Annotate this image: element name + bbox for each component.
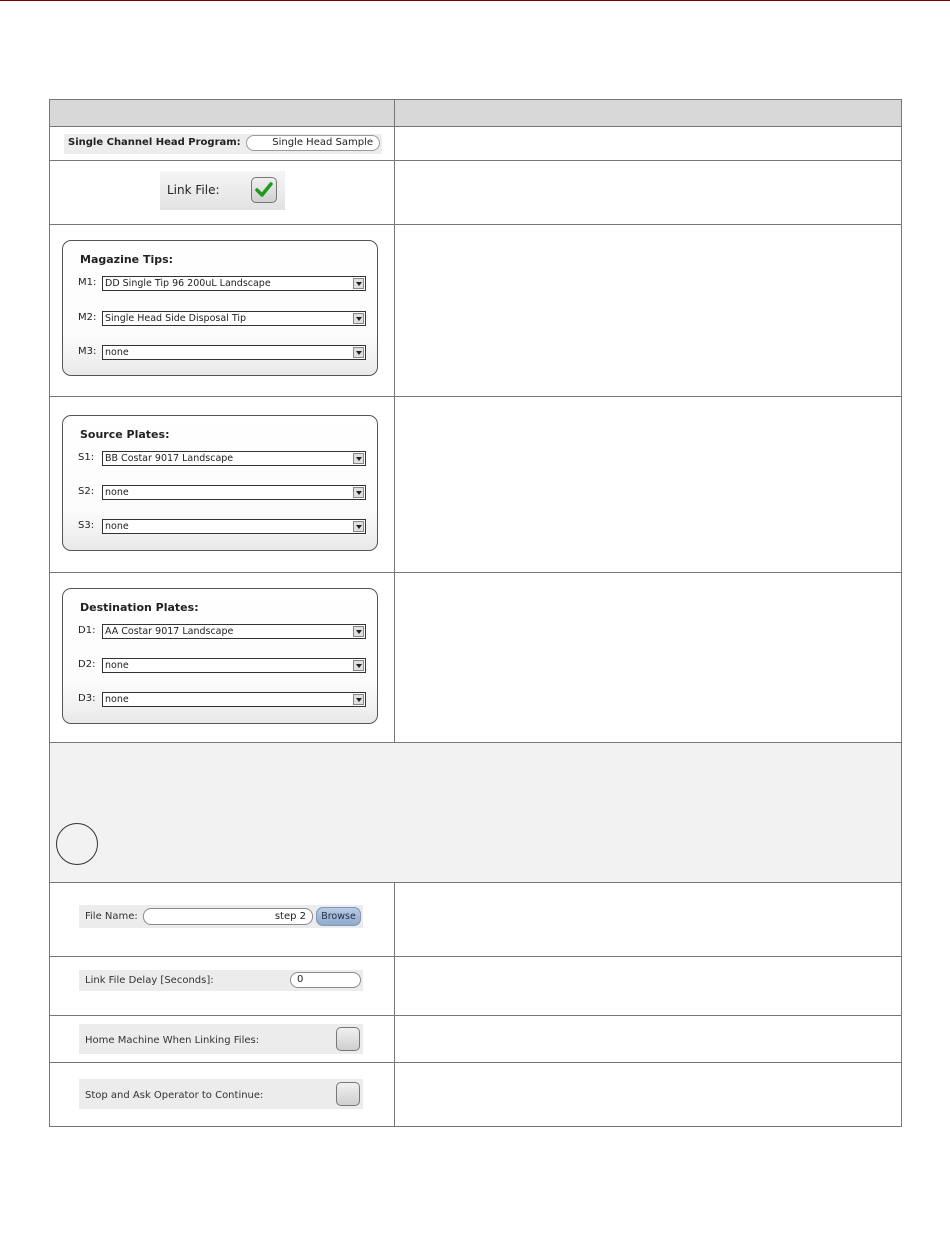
select-value: DD Single Tip 96 200uL Landscape xyxy=(105,278,271,289)
green-checkmark-icon xyxy=(254,180,274,200)
description-cell xyxy=(395,127,902,161)
select-value: none xyxy=(105,694,129,705)
dropdown-arrow-icon[interactable] xyxy=(353,694,364,705)
magazine-tips-cell xyxy=(50,225,395,397)
description-cell xyxy=(395,397,902,573)
program-cell xyxy=(50,127,395,161)
link-file-label: Link File: xyxy=(167,183,220,197)
table-row xyxy=(50,225,902,397)
stop-ask-control xyxy=(79,1079,363,1109)
dropdown-arrow-icon[interactable] xyxy=(353,313,364,324)
table-row xyxy=(50,957,902,1016)
dropdown-arrow-icon[interactable] xyxy=(353,660,364,671)
select-value: none xyxy=(105,521,129,532)
description-cell xyxy=(395,1016,902,1063)
link-file-delay-control xyxy=(79,970,363,991)
destination-row-d2 xyxy=(78,658,368,674)
source-plates-group xyxy=(62,415,378,551)
dropdown-arrow-icon[interactable] xyxy=(353,626,364,637)
note-row xyxy=(50,743,902,883)
m3-select[interactable] xyxy=(102,345,366,360)
link-file-cell xyxy=(50,161,395,225)
stop-ask-label: Stop and Ask Operator to Continue: xyxy=(85,1090,264,1101)
row-key: S1: xyxy=(78,452,95,463)
description-cell xyxy=(395,1063,902,1127)
destination-row-d3 xyxy=(78,692,368,708)
dropdown-arrow-icon[interactable] xyxy=(353,453,364,464)
magazine-row-m1 xyxy=(78,276,368,292)
source-row-s1 xyxy=(78,451,368,467)
single-channel-head-program xyxy=(64,134,382,154)
magazine-row-m2 xyxy=(78,311,368,327)
m1-select[interactable] xyxy=(102,276,366,291)
circle-icon xyxy=(56,823,98,865)
destination-row-d1 xyxy=(78,624,368,640)
magazine-tips-group xyxy=(62,240,378,376)
file-name-control xyxy=(79,905,363,928)
select-value: none xyxy=(105,660,129,671)
select-value: BB Costar 9017 Landscape xyxy=(105,453,234,464)
magazine-tips-title: Magazine Tips: xyxy=(80,253,174,266)
header-cell-description xyxy=(395,100,902,127)
top-rule xyxy=(0,0,950,1)
link-file-control xyxy=(160,171,285,210)
row-key: S2: xyxy=(78,486,95,497)
destination-plates-group xyxy=(62,588,378,724)
stop-ask-checkbox[interactable] xyxy=(336,1082,360,1106)
magazine-row-m3 xyxy=(78,345,368,361)
s2-select[interactable] xyxy=(102,485,366,500)
link-delay-cell xyxy=(50,957,395,1016)
stop-ask-cell xyxy=(50,1063,395,1127)
home-machine-control xyxy=(79,1024,363,1054)
file-name-input[interactable]: step 2 xyxy=(143,908,313,925)
source-row-s3 xyxy=(78,519,368,535)
source-plates-cell xyxy=(50,397,395,573)
s3-select[interactable] xyxy=(102,519,366,534)
m2-select[interactable] xyxy=(102,311,366,326)
table-row xyxy=(50,397,902,573)
row-key: D1: xyxy=(78,625,96,636)
table-header-row xyxy=(50,100,902,127)
select-value: none xyxy=(105,347,129,358)
link-file-checkbox[interactable] xyxy=(251,177,277,203)
table-row xyxy=(50,1063,902,1127)
d2-select[interactable] xyxy=(102,658,366,673)
select-value: none xyxy=(105,487,129,498)
destination-plates-title: Destination Plates: xyxy=(80,601,199,614)
destination-plates-cell xyxy=(50,573,395,743)
table-row xyxy=(50,883,902,957)
row-key: D2: xyxy=(78,659,96,670)
select-value: Single Head Side Disposal Tip xyxy=(105,313,247,324)
note-cell xyxy=(50,743,902,883)
description-cell xyxy=(395,957,902,1016)
header-cell-setting xyxy=(50,100,395,127)
home-machine-cell xyxy=(50,1016,395,1063)
select-value: AA Costar 9017 Landscape xyxy=(105,626,234,637)
source-row-s2 xyxy=(78,485,368,501)
dropdown-arrow-icon[interactable] xyxy=(353,487,364,498)
home-machine-checkbox[interactable] xyxy=(336,1027,360,1051)
file-name-cell xyxy=(50,883,395,957)
settings-table xyxy=(49,99,902,1127)
description-cell xyxy=(395,573,902,743)
row-key: M2: xyxy=(78,312,97,323)
dropdown-arrow-icon[interactable] xyxy=(353,347,364,358)
source-plates-title: Source Plates: xyxy=(80,428,170,441)
d3-select[interactable] xyxy=(102,692,366,707)
row-key: D3: xyxy=(78,693,96,704)
home-machine-label: Home Machine When Linking Files: xyxy=(85,1035,260,1046)
table-row xyxy=(50,1016,902,1063)
dropdown-arrow-icon[interactable] xyxy=(353,278,364,289)
browse-button[interactable]: Browse xyxy=(316,907,361,926)
table-row xyxy=(50,573,902,743)
link-file-delay-label: Link File Delay [Seconds]: xyxy=(85,975,214,986)
row-key: S3: xyxy=(78,520,95,531)
dropdown-arrow-icon[interactable] xyxy=(353,521,364,532)
row-key: M1: xyxy=(78,277,97,288)
description-cell xyxy=(395,883,902,957)
s1-select[interactable] xyxy=(102,451,366,466)
description-cell xyxy=(395,161,902,225)
program-select[interactable]: Single Head Sample xyxy=(246,135,380,151)
program-label: Single Channel Head Program: xyxy=(68,137,241,148)
table-row xyxy=(50,161,902,225)
file-name-label: File Name: xyxy=(85,911,138,922)
description-cell xyxy=(395,225,902,397)
d1-select[interactable] xyxy=(102,624,366,639)
table-row xyxy=(50,127,902,161)
link-file-delay-input[interactable]: 0 xyxy=(290,972,361,988)
row-key: M3: xyxy=(78,346,97,357)
